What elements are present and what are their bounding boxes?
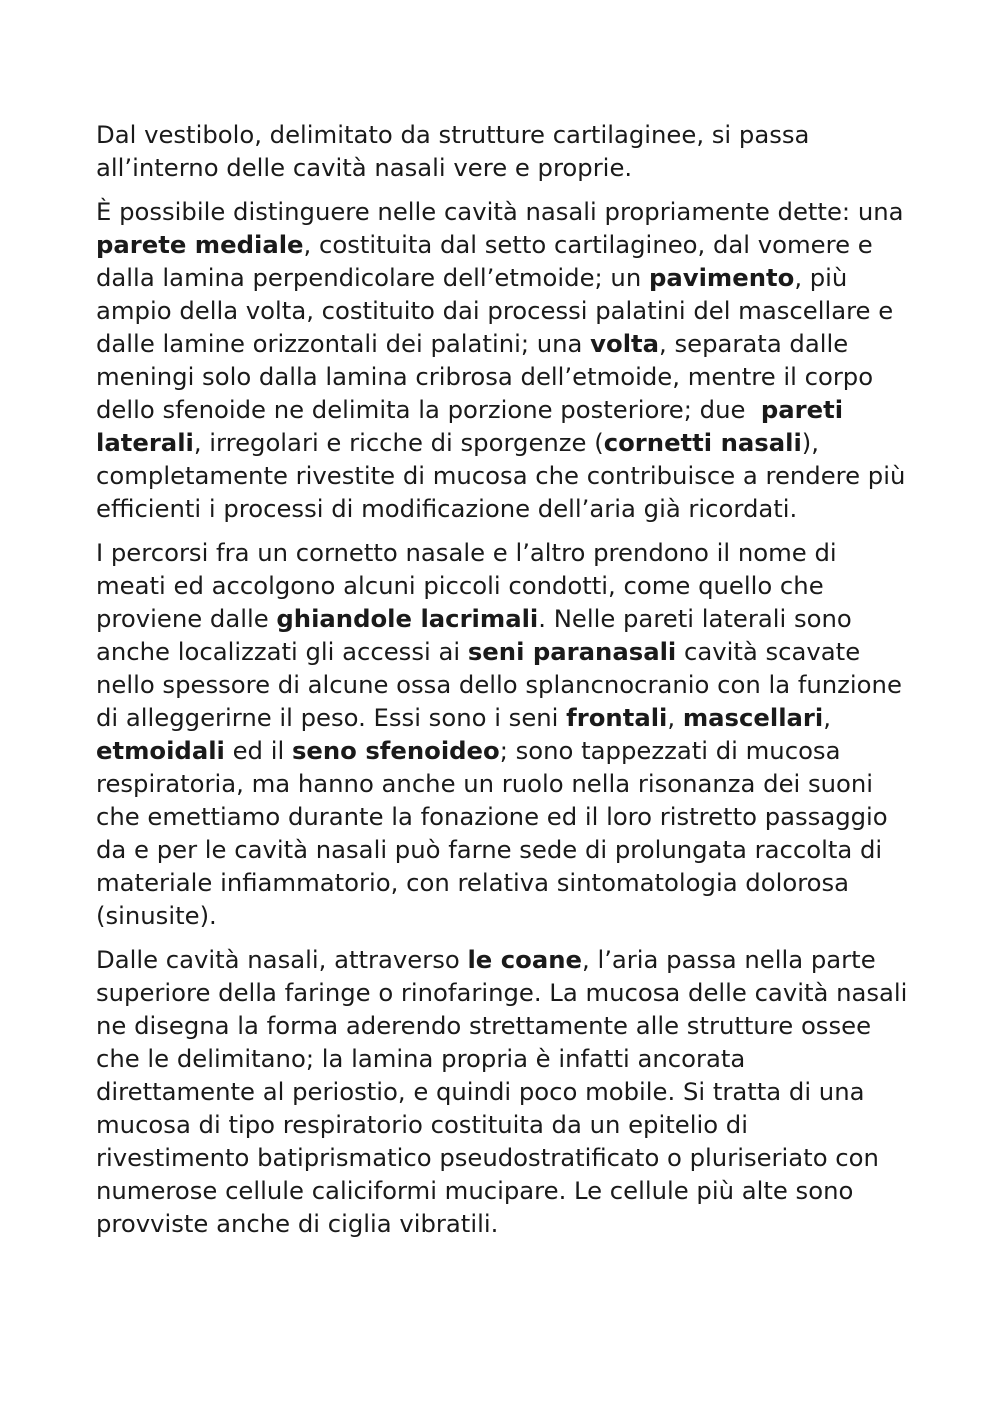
text-span: ed il xyxy=(224,736,292,765)
text-span: Dalle cavità nasali, attraverso xyxy=(96,945,468,974)
bold-term: cornetti nasali xyxy=(603,428,802,457)
bold-term: pareti laterali xyxy=(96,395,852,457)
text-span: . Nelle pareti laterali sono anche localizzati gli accessi ai xyxy=(96,604,860,666)
bold-term: mascellari xyxy=(682,703,824,732)
text-span: , irregolari e ricche di sporgenze ( xyxy=(193,428,604,457)
text-span: ), completamente rivestite di mucosa che contribuisce a rendere più efficienti i processi di modificazione dell’aria già ricordati. xyxy=(96,428,914,523)
text-span: cavità scavate nello spessore di alcune ossa dello splancnocranio con la funzione di alleggerirne il peso. Essi sono i seni xyxy=(96,637,910,732)
bold-term: volta xyxy=(590,329,660,358)
bold-term: pavimento xyxy=(648,263,795,292)
paragraph-1 xyxy=(96,118,908,184)
text-span: È possibile distinguere nelle cavità nasali propriamente dette: una xyxy=(96,197,912,226)
bold-term: etmoidali xyxy=(96,736,225,765)
text-span: , più ampio della volta, costituito dai processi palatini del mascellare e dalle lamine orizzontali dei palatini; una xyxy=(96,263,901,358)
document-page xyxy=(96,118,916,1251)
text-span: , l’aria passa nella parte superiore della faringe o rinofaringe. La mucosa delle cavità nasali ne disegna la forma aderendo strettamente alle strutture ossee che le delimitano; la lamina propria è infatti ancorata direttamente al periostio, e quindi poco mobile. Si tratta di una mucosa di tipo respiratorio costituita da un epitelio di rivestimento batiprismatico pseudostratificato o pluriseriato con numerose cellule caliciformi mucipare. Le cellule più alte sono provviste anche di ciglia vibratili. xyxy=(96,945,916,1238)
text-span: I percorsi fra un cornetto nasale e l’altro prendono il nome di meati ed accolgono alcuni piccoli condotti, come quello che proviene dalle xyxy=(96,538,845,633)
text-span: , xyxy=(823,703,839,732)
text-span: , xyxy=(667,703,683,732)
paragraph-4 xyxy=(96,943,916,1240)
text-span: , costituita dal setto cartilagineo, dal vomere e dalla lamina perpendicolare dell’etmoide; un xyxy=(96,230,881,292)
bold-term: frontali xyxy=(566,703,668,732)
text-span: Dal vestibolo, delimitato da strutture cartilaginee, si passa all’interno delle cavità nasali vere e proprie. xyxy=(96,120,818,182)
paragraph-3 xyxy=(96,536,908,932)
bold-term: seni paranasali xyxy=(467,637,677,666)
text-span: ; sono tappezzati di mucosa respiratoria, ma hanno anche un ruolo nella risonanza dei suoni che emettiamo durante la fonazione ed il loro ristretto passaggio da e per le cavità nasali può farne sede di prolungata raccolta di materiale infiammatorio, con relativa sintomatologia dolorosa (sinusite). xyxy=(96,736,896,930)
paragraph-2 xyxy=(96,195,914,525)
bold-term: le coane xyxy=(467,945,582,974)
bold-term: parete mediale xyxy=(96,230,304,259)
bold-term: ghiandole lacrimali xyxy=(276,604,539,633)
bold-term: seno sfenoideo xyxy=(291,736,500,765)
text-span: , separata dalle meningi solo dalla lamina cribrosa dell’etmoide, mentre il corpo dello sfenoide ne delimita la porzione posteriore; due xyxy=(96,329,881,424)
